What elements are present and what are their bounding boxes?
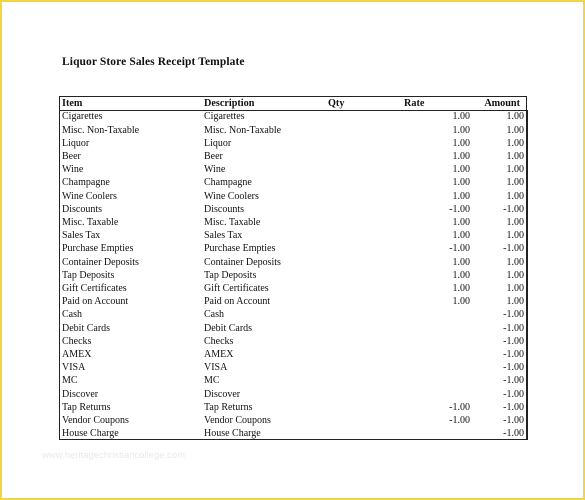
cell-description: Wine Coolers <box>204 190 259 202</box>
cell-rate: 1.00 <box>452 217 470 228</box>
table-row <box>60 150 526 163</box>
table-row <box>60 374 526 387</box>
cell-item: Purchase Empties <box>62 243 134 255</box>
cell-item: Container Deposits <box>62 256 139 268</box>
cell-description: Cigarettes <box>204 111 245 123</box>
cell-description: House Charge <box>204 428 261 440</box>
header-description: Description <box>204 98 255 109</box>
cell-amount: -1.00 <box>503 362 524 374</box>
cell-item: AMEX <box>62 349 92 360</box>
cell-description: Vendor Coupons <box>204 415 271 426</box>
cell-item: Cigarettes <box>62 111 103 123</box>
cell-amount: -1.00 <box>503 349 524 360</box>
table-header-row <box>60 97 526 110</box>
cell-amount: 1.00 <box>506 137 524 149</box>
document-title: Liquor Store Sales Receipt Template <box>62 56 245 68</box>
table-row <box>60 348 526 361</box>
header-rate: Rate <box>404 98 425 109</box>
cell-item: Checks <box>62 335 92 347</box>
table-row <box>60 229 526 242</box>
cell-amount: -1.00 <box>503 388 524 400</box>
table-row <box>60 388 526 401</box>
header-item: Item <box>62 98 83 109</box>
cell-amount: 1.00 <box>506 296 524 308</box>
cell-rate: -1.00 <box>449 203 470 215</box>
table-row <box>60 361 526 374</box>
header-amount: Amount <box>484 98 520 109</box>
cell-amount: 1.00 <box>506 269 524 281</box>
receipt-table <box>59 96 527 440</box>
table-row <box>60 190 526 203</box>
table-row <box>60 256 526 269</box>
cell-rate: 1.00 <box>452 190 470 202</box>
cell-amount: 1.00 <box>506 283 524 294</box>
cell-rate: 1.00 <box>452 164 470 176</box>
cell-amount: 1.00 <box>506 111 524 123</box>
cell-rate: 1.00 <box>452 256 470 268</box>
cell-description: Discounts <box>204 203 244 215</box>
cell-item: MC <box>62 375 78 387</box>
cell-description: Sales Tax <box>204 230 243 242</box>
right-column-rule <box>527 110 528 440</box>
table-row <box>60 137 526 150</box>
cell-amount: 1.00 <box>506 190 524 202</box>
cell-description: Tap Deposits <box>204 269 257 281</box>
cell-item: Gift Certificates <box>62 283 127 294</box>
watermark-text: www.heritagechristiancollege.com <box>42 450 186 461</box>
cell-description: Checks <box>204 335 234 347</box>
cell-description: Misc. Taxable <box>204 217 261 228</box>
cell-item: VISA <box>62 362 86 374</box>
cell-amount: 1.00 <box>506 177 524 189</box>
cell-amount: 1.00 <box>506 164 524 176</box>
cell-item: Cash <box>62 309 82 321</box>
cell-amount: -1.00 <box>503 335 524 347</box>
cell-description: MC <box>204 375 220 387</box>
cell-amount: -1.00 <box>503 309 524 321</box>
cell-description: Wine <box>204 164 226 176</box>
cell-item: Discover <box>62 388 99 400</box>
table-row <box>60 216 526 229</box>
cell-rate: 1.00 <box>452 137 470 149</box>
cell-description: Paid on Account <box>204 296 271 308</box>
cell-item: Sales Tax <box>62 230 101 242</box>
table-row <box>60 295 526 308</box>
cell-rate: 1.00 <box>452 124 470 136</box>
cell-item: Wine Coolers <box>62 190 117 202</box>
cell-item: Champagne <box>62 177 110 189</box>
table-row <box>60 335 526 348</box>
cell-rate: 1.00 <box>452 111 470 123</box>
table-row <box>60 427 526 440</box>
cell-description: Liquor <box>204 137 232 149</box>
cell-amount: -1.00 <box>503 375 524 387</box>
table-row <box>60 242 526 255</box>
cell-item: Vendor Coupons <box>62 415 129 426</box>
cell-item: Misc. Non-Taxable <box>62 124 140 136</box>
cell-description: Misc. Non-Taxable <box>204 124 282 136</box>
cell-description: Debit Cards <box>204 322 253 334</box>
cell-description: Beer <box>204 151 223 162</box>
cell-description: Cash <box>204 309 224 321</box>
table-row <box>60 203 526 216</box>
table-row <box>60 176 526 189</box>
cell-description: Purchase Empties <box>204 243 276 255</box>
cell-item: Wine <box>62 164 84 176</box>
cell-rate: 1.00 <box>452 230 470 242</box>
table-row <box>60 110 526 123</box>
cell-amount: -1.00 <box>503 428 524 440</box>
cell-rate: 1.00 <box>452 151 470 162</box>
cell-amount: -1.00 <box>503 415 524 426</box>
cell-description: VISA <box>204 362 228 374</box>
cell-amount: -1.00 <box>503 322 524 334</box>
table-row <box>60 401 526 414</box>
table-row <box>60 322 526 335</box>
cell-item: House Charge <box>62 428 119 440</box>
cell-rate: 1.00 <box>452 283 470 294</box>
cell-description: AMEX <box>204 349 234 360</box>
header-qty: Qty <box>328 98 345 109</box>
cell-amount: 1.00 <box>506 217 524 228</box>
cell-item: Liquor <box>62 137 90 149</box>
cell-amount: 1.00 <box>506 230 524 242</box>
table-row <box>60 414 526 427</box>
cell-item: Tap Returns <box>62 401 111 413</box>
table-row <box>60 124 526 137</box>
cell-item: Beer <box>62 151 81 162</box>
cell-description: Discover <box>204 388 241 400</box>
cell-description: Gift Certificates <box>204 283 269 294</box>
cell-description: Tap Returns <box>204 401 253 413</box>
cell-rate: -1.00 <box>449 415 470 426</box>
cell-amount: -1.00 <box>503 203 524 215</box>
cell-item: Misc. Taxable <box>62 217 119 228</box>
table-row <box>60 282 526 295</box>
cell-description: Container Deposits <box>204 256 281 268</box>
cell-amount: 1.00 <box>506 256 524 268</box>
table-row <box>60 308 526 321</box>
cell-amount: -1.00 <box>503 243 524 255</box>
cell-rate: 1.00 <box>452 269 470 281</box>
cell-amount: 1.00 <box>506 151 524 162</box>
cell-item: Discounts <box>62 203 102 215</box>
cell-rate: 1.00 <box>452 177 470 189</box>
cell-item: Tap Deposits <box>62 269 115 281</box>
cell-item: Debit Cards <box>62 322 111 334</box>
table-row <box>60 269 526 282</box>
cell-rate: 1.00 <box>452 296 470 308</box>
cell-amount: -1.00 <box>503 401 524 413</box>
cell-rate: -1.00 <box>449 243 470 255</box>
table-row <box>60 163 526 176</box>
cell-amount: 1.00 <box>506 124 524 136</box>
cell-rate: -1.00 <box>449 401 470 413</box>
cell-item: Paid on Account <box>62 296 129 308</box>
cell-description: Champagne <box>204 177 252 189</box>
